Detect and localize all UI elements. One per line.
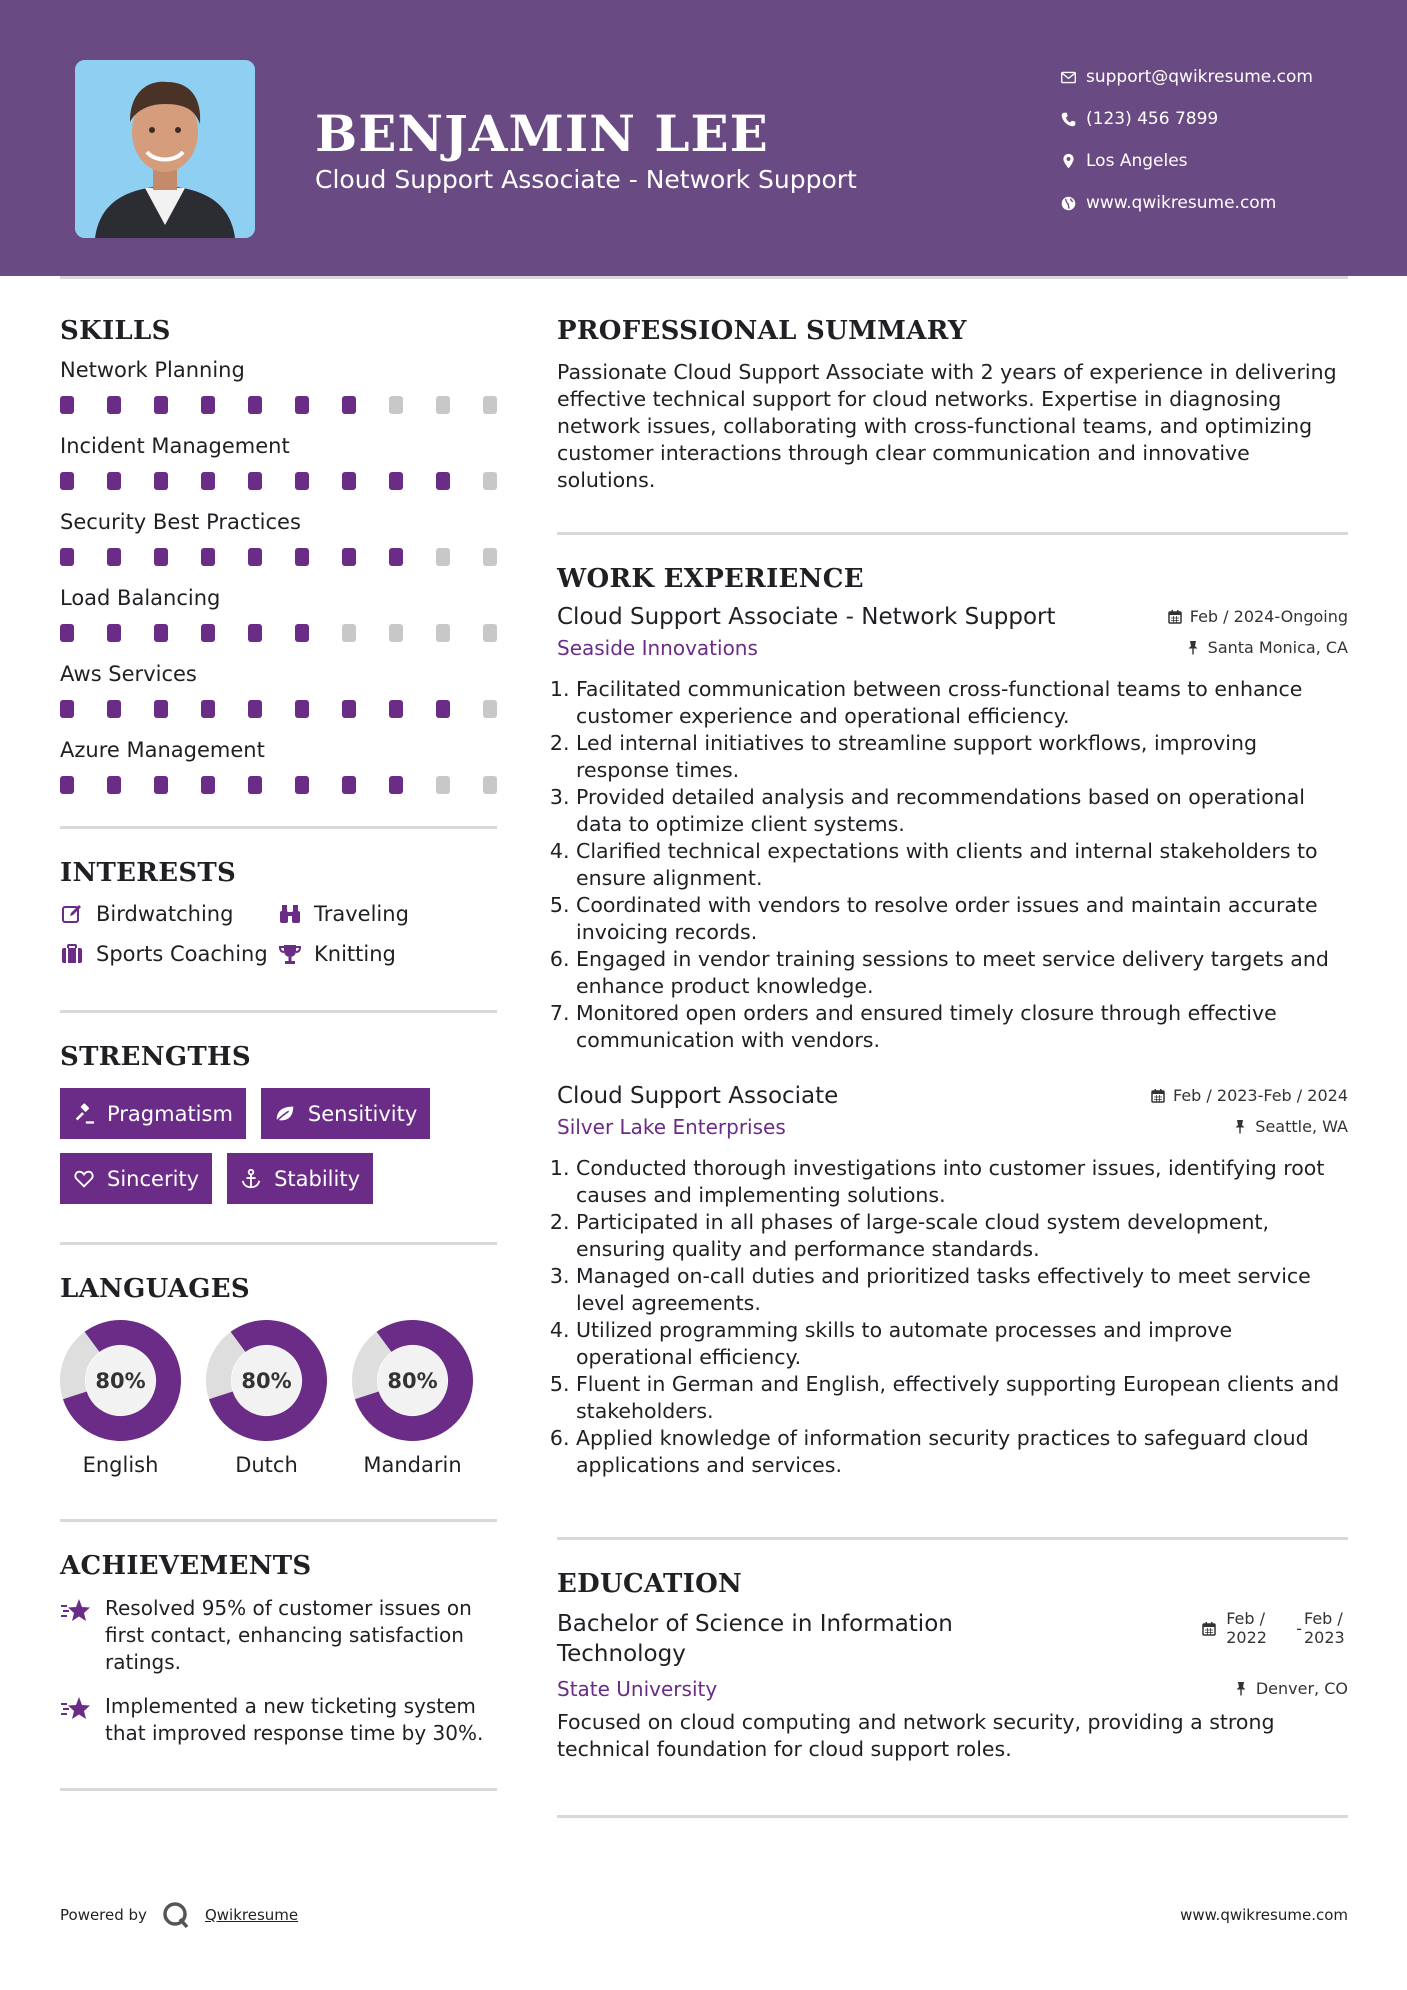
pushpin-icon <box>1233 1119 1247 1134</box>
skill-dot-filled <box>60 776 74 794</box>
skill-dot-filled <box>107 624 121 642</box>
languages-section <box>60 1274 497 1477</box>
skill-name: Security Best Practices <box>60 510 301 534</box>
skill-item <box>60 434 497 490</box>
language-progress-ring <box>206 1320 327 1441</box>
resume-header <box>0 0 1407 276</box>
trophy-icon <box>278 942 302 966</box>
skill-dot-empty <box>483 624 497 642</box>
strength-tag <box>261 1088 430 1139</box>
strengths-heading: STRENGTHS <box>60 1042 251 1072</box>
strength-tag <box>227 1153 373 1204</box>
skill-name: Load Balancing <box>60 586 221 610</box>
interest-item <box>60 942 278 966</box>
job-duties <box>557 676 1348 1054</box>
strengths-list <box>60 1088 497 1204</box>
skill-dot-empty <box>436 776 450 794</box>
language-progress-ring <box>352 1320 473 1441</box>
language-name: Mandarin <box>363 1453 462 1477</box>
profile-photo <box>75 60 255 238</box>
skill-item <box>60 510 497 566</box>
skill-dot-filled <box>107 472 121 490</box>
section-divider <box>60 1788 497 1791</box>
language-percent: 80% <box>387 1368 438 1393</box>
company-name: Seaside Innovations <box>557 636 758 660</box>
skill-dot-filled <box>201 700 215 718</box>
experience-heading: WORK EXPERIENCE <box>557 564 864 594</box>
duty-item: 2. Participated in all phases of large-scale cloud system development, ensuring quality and performance standards. <box>576 1209 1348 1263</box>
skill-dot-filled <box>201 776 215 794</box>
achievement-text: Resolved 95% of customer issues on first contact, enhancing satisfaction ratings. <box>105 1596 472 1674</box>
skills-list <box>60 358 497 794</box>
skill-dot-empty <box>342 624 356 642</box>
education-dates <box>1202 1609 1348 1647</box>
skill-dot-filled <box>342 396 356 414</box>
skill-item <box>60 738 497 794</box>
skill-dot-empty <box>389 624 403 642</box>
contact-phone[interactable] <box>1050 98 1390 140</box>
skill-dot-filled <box>248 548 262 566</box>
contact-website[interactable] <box>1050 182 1390 224</box>
job-duties <box>557 1155 1348 1479</box>
pushpin-icon <box>1186 640 1200 655</box>
interest-item <box>278 942 497 966</box>
company-name: Silver Lake Enterprises <box>557 1115 786 1139</box>
skill-dot-filled <box>107 776 121 794</box>
skill-dot-filled <box>154 472 168 490</box>
education-description: Focused on cloud computing and network security, providing a strong technical foundation for cloud support roles. <box>557 1710 1275 1761</box>
candidate-name: BENJAMIN LEE <box>315 104 769 163</box>
job-location-text: Seattle, WA <box>1255 1117 1348 1136</box>
skill-dot-filled <box>107 396 121 414</box>
skill-dot-filled <box>60 624 74 642</box>
skill-dot-filled <box>154 700 168 718</box>
achievements-heading: ACHIEVEMENTS <box>60 1551 312 1581</box>
calendar-icon <box>1168 609 1182 624</box>
summary-heading: PROFESSIONAL SUMMARY <box>557 316 967 346</box>
right-column <box>557 316 1348 1818</box>
skill-dot-filled <box>342 700 356 718</box>
skill-dot-empty <box>483 396 497 414</box>
skill-rating <box>60 700 497 718</box>
interest-label: Birdwatching <box>96 902 234 926</box>
gavel-icon <box>73 1103 95 1125</box>
interest-label: Sports Coaching <box>96 942 268 966</box>
skill-dot-filled <box>295 776 309 794</box>
skill-dot-filled <box>389 472 403 490</box>
skill-dot-filled <box>295 548 309 566</box>
section-divider <box>60 1242 497 1245</box>
contact-email-text: support@qwikresume.com <box>1086 67 1313 87</box>
skill-dot-filled <box>295 700 309 718</box>
phone-icon <box>1050 111 1086 128</box>
skills-heading: SKILLS <box>60 316 171 346</box>
strength-label: Stability <box>274 1166 361 1191</box>
duty-item: 4. Utilized programming skills to automate processes and improve operational efficiency. <box>576 1317 1348 1371</box>
skill-dot-filled <box>436 700 450 718</box>
skill-dot-filled <box>248 396 262 414</box>
section-divider <box>557 1815 1348 1818</box>
skill-item <box>60 358 497 414</box>
section-divider <box>557 1537 1348 1540</box>
achievement-item <box>60 1595 497 1676</box>
skill-dot-filled <box>248 624 262 642</box>
strength-label: Sincerity <box>107 1166 200 1191</box>
calendar-icon <box>1151 1088 1165 1103</box>
language-name: English <box>82 1453 159 1477</box>
binoculars-icon <box>278 902 302 926</box>
skill-dot-filled <box>154 548 168 566</box>
skill-name: Aws Services <box>60 662 197 686</box>
skill-dot-filled <box>201 472 215 490</box>
star-icon <box>60 1597 92 1625</box>
languages-heading: LANGUAGES <box>60 1274 250 1304</box>
interest-label: Traveling <box>314 902 409 926</box>
language-item <box>60 1320 181 1477</box>
achievement-item <box>60 1693 497 1747</box>
contact-location <box>1050 140 1390 182</box>
skill-dot-filled <box>60 472 74 490</box>
contact-website-text: www.qwikresume.com <box>1086 193 1277 213</box>
skill-rating <box>60 548 497 566</box>
duty-item: 1. Facilitated communication between cross-functional teams to enhance customer experience and operational efficiency. <box>576 676 1348 730</box>
job-dates <box>1151 1086 1348 1105</box>
skill-item <box>60 586 497 642</box>
skill-dot-empty <box>436 396 450 414</box>
duty-item: 3. Provided detailed analysis and recommendations based on operational data to optimize client systems. <box>576 784 1348 838</box>
skill-dot-empty <box>483 472 497 490</box>
education-section <box>557 1569 1348 1763</box>
job-location <box>1186 638 1348 657</box>
contact-location-text: Los Angeles <box>1086 151 1188 171</box>
pushpin-icon <box>1234 1681 1248 1696</box>
skill-dot-filled <box>107 548 121 566</box>
contact-list <box>1050 56 1390 224</box>
language-item <box>352 1320 473 1477</box>
job-dates-text: Feb / 2024-Ongoing <box>1189 607 1348 626</box>
interest-item <box>60 902 278 926</box>
globe-icon <box>1050 195 1086 212</box>
skill-dot-filled <box>342 776 356 794</box>
summary-section <box>557 316 1348 494</box>
skill-dot-filled <box>60 700 74 718</box>
strength-tag <box>60 1088 246 1139</box>
footer-website[interactable]: www.qwikresume.com <box>1180 1906 1348 1924</box>
skill-dot-filled <box>154 396 168 414</box>
job-title: Cloud Support Associate <box>557 1083 839 1109</box>
duty-item: 7. Monitored open orders and ensured timely closure through effective communication with vendors. <box>576 1000 1348 1054</box>
skill-dot-empty <box>483 700 497 718</box>
skill-dot-filled <box>295 396 309 414</box>
school-name: State University <box>557 1677 718 1701</box>
section-divider <box>60 1519 497 1522</box>
contact-phone-text: (123) 456 7899 <box>1086 109 1219 129</box>
summary-text: Passionate Cloud Support Associate with 2 years of experience in delivering effective technical support for cloud networks. Expertise in diagnosing network issues, collaborating with cross-functional teams, and optimizing customer interactions through clear communication and innovative solutions. <box>557 360 1337 492</box>
skill-dot-filled <box>248 472 262 490</box>
section-divider <box>60 1010 497 1013</box>
education-location-text: Denver, CO <box>1255 1679 1348 1698</box>
skill-dot-empty <box>483 548 497 566</box>
job-entry <box>557 1083 1348 1479</box>
map-pin-icon <box>1050 153 1086 170</box>
skill-item <box>60 662 497 718</box>
brand-link[interactable]: Qwikresume <box>204 1906 299 1924</box>
skill-dot-filled <box>154 624 168 642</box>
language-percent: 80% <box>95 1368 146 1393</box>
calendar-icon <box>1202 1621 1216 1636</box>
skill-dot-filled <box>342 548 356 566</box>
strength-tag <box>60 1153 212 1204</box>
skill-dot-filled <box>60 548 74 566</box>
skill-rating <box>60 472 497 490</box>
skill-dot-filled <box>436 472 450 490</box>
footer-powered-by <box>60 1900 298 1930</box>
section-divider <box>557 532 1348 535</box>
skill-dot-empty <box>436 548 450 566</box>
education-start: Feb / 2022 <box>1226 1609 1267 1647</box>
skills-section <box>60 316 497 794</box>
degree-title: Bachelor of Science in Information Technology <box>557 1611 953 1667</box>
skill-dot-filled <box>389 776 403 794</box>
anchor-icon <box>240 1168 262 1190</box>
strengths-section <box>60 1042 497 1204</box>
skill-dot-filled <box>107 700 121 718</box>
skill-dot-filled <box>201 396 215 414</box>
heart-icon <box>73 1168 95 1190</box>
strength-label: Sensitivity <box>307 1101 418 1126</box>
language-percent: 80% <box>241 1368 292 1393</box>
duty-item: 4. Clarified technical expectations with clients and internal stakeholders to ensure alignment. <box>576 838 1348 892</box>
skill-name: Azure Management <box>60 738 265 762</box>
experience-section <box>557 564 1348 1479</box>
skill-dot-filled <box>201 548 215 566</box>
duty-item: 5. Fluent in German and English, effectively supporting European clients and stakeholders. <box>576 1371 1348 1425</box>
skill-rating <box>60 396 497 414</box>
leaf-icon <box>274 1103 296 1125</box>
languages-list <box>60 1320 497 1477</box>
profile-photo-illustration <box>75 60 255 238</box>
job-location <box>1233 1117 1348 1136</box>
duty-item: 2. Led internal initiatives to streamline support workflows, improving response times. <box>576 730 1348 784</box>
language-name: Dutch <box>235 1453 298 1477</box>
job-dates-text: Feb / 2023-Feb / 2024 <box>1173 1086 1348 1105</box>
skill-dot-filled <box>248 700 262 718</box>
interests-section <box>60 858 497 966</box>
skill-dot-filled <box>154 776 168 794</box>
contact-email[interactable] <box>1050 56 1390 98</box>
language-item <box>206 1320 327 1477</box>
education-date-separator: - <box>1296 1619 1302 1638</box>
qwikresume-logo-icon <box>161 1900 191 1930</box>
skill-dot-filled <box>295 624 309 642</box>
language-progress-ring <box>60 1320 181 1441</box>
interests-list <box>60 902 497 966</box>
suitcase-icon <box>60 942 84 966</box>
skill-rating <box>60 624 497 642</box>
skill-dot-empty <box>389 396 403 414</box>
duty-item: 6. Applied knowledge of information security practices to safeguard cloud applications and services. <box>576 1425 1348 1479</box>
achievement-text: Implemented a new ticketing system that improved response time by 30%. <box>105 1694 484 1745</box>
duty-item: 6. Engaged in vendor training sessions to meet service delivery targets and enhance product knowledge. <box>576 946 1348 1000</box>
job-title: Cloud Support Associate - Network Support <box>557 604 1056 630</box>
envelope-icon <box>1050 69 1086 86</box>
skill-name: Incident Management <box>60 434 290 458</box>
star-icon <box>60 1695 92 1723</box>
skill-dot-filled <box>201 624 215 642</box>
left-column <box>60 316 497 1791</box>
skill-dot-filled <box>342 472 356 490</box>
interests-heading: INTERESTS <box>60 858 237 888</box>
job-entry <box>557 604 1348 1054</box>
education-heading: EDUCATION <box>557 1569 743 1599</box>
skill-dot-filled <box>60 396 74 414</box>
duty-item: 1. Conducted thorough investigations into customer issues, identifying root causes and implementing solutions. <box>576 1155 1348 1209</box>
skill-dot-empty <box>436 624 450 642</box>
education-end: Feb / 2023 <box>1304 1609 1345 1647</box>
skill-dot-empty <box>483 776 497 794</box>
powered-by-label: Powered by <box>60 1906 147 1924</box>
interest-item <box>278 902 497 926</box>
interest-label: Knitting <box>314 942 396 966</box>
skill-dot-filled <box>295 472 309 490</box>
header-divider <box>60 276 1348 279</box>
section-divider <box>60 826 497 829</box>
strength-label: Pragmatism <box>107 1101 233 1126</box>
duty-item: 3. Managed on-call duties and prioritized tasks effectively to meet service level agreements. <box>576 1263 1348 1317</box>
job-dates <box>1168 607 1348 626</box>
skill-dot-filled <box>248 776 262 794</box>
skill-dot-filled <box>389 700 403 718</box>
duty-item: 5. Coordinated with vendors to resolve order issues and maintain accurate invoicing records. <box>576 892 1348 946</box>
skill-dot-filled <box>389 548 403 566</box>
candidate-title: Cloud Support Associate - Network Support <box>315 165 857 194</box>
job-location-text: Santa Monica, CA <box>1207 638 1348 657</box>
edit-icon <box>60 902 84 926</box>
skill-rating <box>60 776 497 794</box>
achievements-section <box>60 1551 497 1747</box>
education-location <box>1234 1679 1348 1698</box>
skill-name: Network Planning <box>60 358 245 382</box>
